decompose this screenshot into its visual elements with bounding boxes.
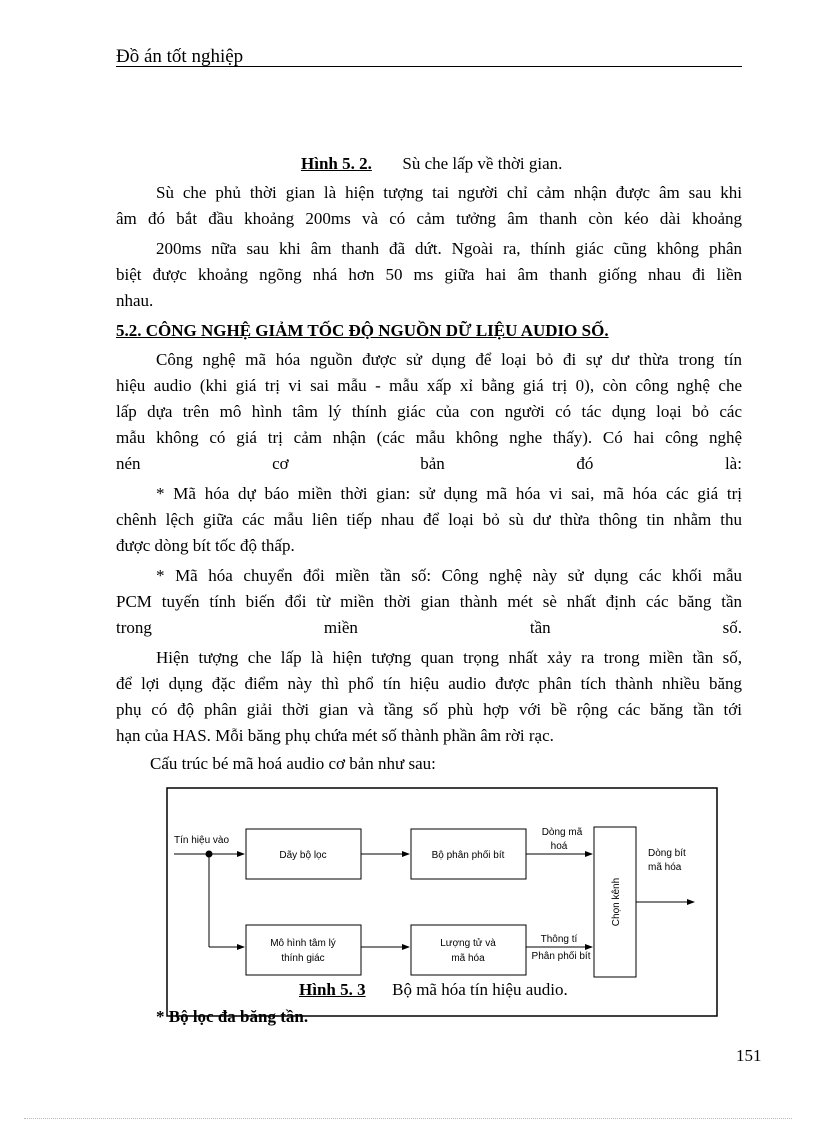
para4-word: miền — [323, 618, 358, 637]
para5-line1: Hiện tượng che lấp là hiện tượng quan trọng nhất xảy ra trong miền tần số, — [156, 648, 742, 667]
para4-word: số. — [722, 618, 742, 637]
figure-5-3-caption — [299, 980, 568, 1000]
para1-line1: Sù che phủ thời gian là hiện tượng tai người chỉ cảm nhận được âm sau khi — [156, 183, 742, 202]
para5-line2: để lợi dụng đặc điểm này thì phổ tín hiệu audio được phân tích thành nhiều băng — [116, 674, 742, 693]
info-label-1: Thông tí — [540, 934, 578, 945]
data-stream-label-1: Dòng mã — [541, 827, 583, 838]
para4-line2: PCM tuyến tính biến đổi từ miền thời gian thành mét sè nhất định các băng tần — [116, 592, 742, 611]
para2-line5 — [116, 453, 742, 475]
para5-line4: hạn của HAS. Mỗi băng phụ chứa mét số thành phần âm rời rạc. — [116, 726, 554, 745]
para2-word: là: — [724, 454, 742, 473]
input-label: Tín hiệu vào — [174, 835, 230, 846]
channel-select-label: Chọn kênh — [611, 877, 622, 927]
bit-allocator-label: Bộ phân phối bít — [431, 850, 505, 861]
psycho-model-box — [246, 925, 361, 975]
quantizer-label-2: mã hóa — [451, 953, 485, 964]
psycho-model-label-2: thính giác — [281, 953, 325, 964]
page-number: 151 — [736, 1046, 762, 1065]
psycho-model-label-1: Mô hình tâm lý — [270, 938, 336, 949]
para2-line4: mẫu không có giá trị cảm nhận (các mẫu không nghe thấy). Có hai công nghệ — [116, 428, 742, 447]
para1-line5: nhau. — [116, 291, 154, 310]
figure-5-3-text: Bộ mã hóa tín hiệu audio. — [392, 980, 568, 999]
multiband-filter-heading: * Bộ lọc đa băng tần. — [156, 1007, 309, 1026]
figure-5-2-label: Hình 5. 2. — [301, 154, 372, 173]
header-title: Đồ án tốt nghiệp — [116, 46, 244, 67]
para3-line2: chênh lệch giữa các mẫu liên tiếp nhau để loại bỏ sù dư thừa thông tin nhằm thu — [116, 510, 742, 529]
output-label-1: Dòng bít — [648, 848, 686, 859]
para6-line1: Cấu trúc bé mã hoá audio cơ bản như sau: — [150, 754, 436, 773]
para1-line4: biệt được khoảng ngõng nhá hơn 50 ms giữa hai âm thanh giống nhau đi liền — [116, 265, 742, 284]
data-stream-label-2: hoá — [550, 841, 568, 852]
para5-line3: phụ có độ phân giải thời gian và tầng số phù hợp với bề rộng các băng tần tới — [116, 700, 742, 719]
para2-line1: Công nghệ mã hóa nguồn được sử dụng để loại bỏ đi sự dư thừa trong tín — [156, 350, 742, 369]
para3-line3: được dòng bít tốc độ thấp. — [116, 536, 295, 555]
para2-word: đó — [576, 454, 594, 473]
para1-line2: âm đó bắt đầu khoảng 200ms và có cảm tưởng âm thanh còn kéo dài khoảng — [116, 209, 742, 228]
para3-line1: * Mã hóa dự báo miền thời gian: sử dụng mã hóa vi sai, mã hóa các giá trị — [156, 484, 742, 503]
figure-5-3-label: Hình 5. 3 — [299, 980, 366, 999]
para2-line2: hiệu audio (khi giá trị vi sai mẫu - mẫu xấp xỉ bằng giá trị 0), còn công nghệ che — [116, 376, 742, 395]
para2-line3: lấp dựa trên mô hình tâm lý thính giác của con người có tác dụng loại bỏ các — [116, 402, 742, 421]
filter-bank-label: Dãy bộ lọc — [279, 850, 327, 861]
quantizer-box — [411, 925, 526, 975]
para4-word: trong — [116, 618, 152, 637]
para4-word: tần — [529, 618, 551, 637]
para2-word: bản — [420, 454, 445, 473]
para2-word: nén — [116, 454, 141, 473]
para4-line1: * Mã hóa chuyển đổi miền tần số: Công nghệ này sử dụng các khối mẫu — [156, 566, 742, 585]
quantizer-label-1: Lượng tử và — [440, 938, 496, 949]
output-label-2: mã hóa — [648, 862, 682, 873]
para1-line3: 200ms nữa sau khi âm thanh đã dứt. Ngoài ra, thính giác cũng không phân — [156, 239, 742, 258]
info-label-2: Phân phối bít — [531, 951, 591, 962]
section-heading: 5.2. CÔNG NGHỆ GIẢM TỐC ĐỘ NGUỒN DỮ LIỆU AUDIO SỐ. — [116, 321, 609, 340]
para4-line3 — [116, 617, 742, 639]
footer-divider — [24, 1118, 792, 1119]
figure-5-2-text: Sù che lấp về thời gian. — [402, 154, 563, 173]
figure-5-2-caption — [301, 154, 562, 174]
para2-word: cơ — [272, 454, 289, 473]
header-rule — [116, 66, 742, 67]
